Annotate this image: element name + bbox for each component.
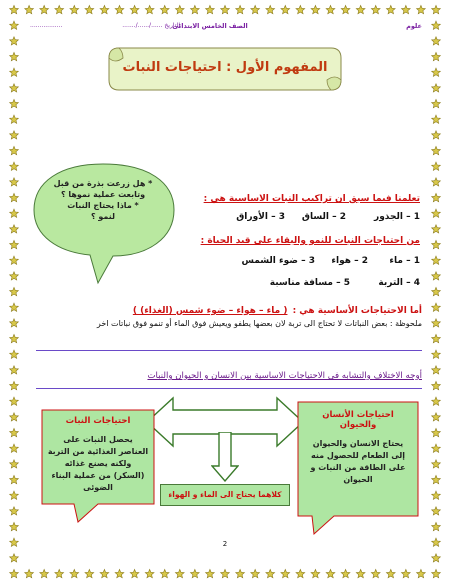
border-star [10,193,19,201]
border-star [10,162,19,170]
border-star [10,115,19,123]
border-star [10,428,19,436]
human-box-line-1: يحتاج الانسان والحيوان [312,439,404,448]
basic-needs-value: ( ماء – هواء – ضوء شمس (الغذاء) ) [132,306,288,316]
border-star [100,569,109,577]
header-grade: الصف الخامس الابتدائى [172,22,248,30]
border-star [386,5,395,13]
border-star [432,240,441,248]
border-star [432,460,441,468]
border-star [432,287,441,295]
border-star [160,569,169,577]
border-star [432,507,441,515]
both-needs-text: كلاهما يحتاج الى الماء و الهواء [168,490,282,499]
border-star [10,256,19,264]
border-star [25,5,34,13]
border-star [100,5,109,13]
border-star [432,52,441,60]
border-star [432,366,441,374]
plant-box-line-3: ولكنه يصنع غذائه [64,459,132,468]
border-star [296,569,305,577]
border-star [10,99,19,107]
border-star [432,193,441,201]
border-star [326,5,335,13]
human-box-line-2: إلى الطعام للحصول منه [310,451,406,460]
border-star [432,428,441,436]
border-star [432,5,441,13]
section-heading: أوجه الاختلاف والتشابه فى الاحتياجات الاساسية بين الانسان و الحيوان والنبات [147,371,422,381]
border-star [432,146,441,154]
plant-box [42,416,154,494]
border-star [10,272,19,280]
border-star [432,413,441,421]
plant-box-line-5: الضوئى [83,483,113,492]
border-star [432,475,441,483]
header-date: التاريخ ....../....../....... [122,22,180,29]
border-star [432,334,441,342]
border-star [10,397,19,405]
border-star [281,569,290,577]
border-star [432,538,441,546]
structure-item-leaves: 3 – الأوراق [236,212,285,222]
border-star [266,5,275,13]
structure-item-stem: 2 – الساق [301,212,346,222]
border-star [432,381,441,389]
border-star [10,21,19,29]
border-star [10,68,19,76]
need-item-sunlight: 3 – ضوء الشمس [241,256,315,266]
border-star [10,507,19,515]
border-star [130,569,139,577]
border-star [432,256,441,264]
border-star [432,131,441,139]
separator-top [36,350,422,351]
border-star [432,84,441,92]
border-star [10,538,19,546]
human-box-line-3: على الطاقة من النبات و [310,463,406,472]
border-star [10,209,19,217]
border-star [130,5,139,13]
need-item-water: 1 – ماء [389,256,420,266]
structure-item-roots: 1 – الجذور [374,212,420,222]
border-star [386,569,395,577]
note-text: ملحوظة : بعض النباتات لا تحتاج الى تربة لان بعضها يطفو ويعيش فوق الماء أو تنمو فوق نباتات اخر [96,319,422,328]
border-star [160,5,169,13]
border-star [10,52,19,60]
border-star [10,240,19,248]
border-star [432,397,441,405]
border-star [417,5,426,13]
border-star [10,287,19,295]
border-star [236,5,245,13]
border-star [10,225,19,233]
border-star [432,569,441,577]
border-star [85,5,94,13]
question-line-3: * ماذا يحتاج النبات [67,201,139,210]
border-star [85,569,94,577]
border-star [10,554,19,562]
plant-box-line-1: يحصل النبات على [63,435,133,444]
border-star [296,5,305,13]
border-star [356,5,365,13]
plant-box-line-2: العناصر الغذائية من التربة [47,447,149,456]
border-star [10,366,19,374]
border-star [10,413,19,421]
border-star [206,569,215,577]
border-star [236,569,245,577]
border-star [10,350,19,358]
border-star [10,84,19,92]
border-star [115,5,124,13]
human-box-title-1: احتياجات الأنسان [322,410,394,420]
border-star [251,569,260,577]
border-star [221,5,230,13]
human-box-title-2: والحيوان [339,420,377,430]
need-item-soil: 4 – التربة [378,278,420,288]
border-star [432,350,441,358]
structure-heading: تعلمنا فيما سبق ان تراكيب النبات الاساسية هي : [203,194,420,204]
border-star [10,569,19,577]
border-star [145,5,154,13]
border-star [432,162,441,170]
border-star [432,225,441,233]
border-star [371,5,380,13]
question-line-4: لنمو ؟ [90,212,116,221]
border-star [432,209,441,217]
question-bubble-text [44,178,162,222]
border-star [10,475,19,483]
border-star [311,569,320,577]
border-star [432,37,441,45]
border-star [10,5,19,13]
banner-title: المفهوم الأول : احتياجات النبات [122,60,328,75]
border-star [10,444,19,452]
border-star [10,37,19,45]
header-subject: علوم [406,22,422,30]
border-star [432,99,441,107]
border-star [341,569,350,577]
basic-needs-line [50,298,422,317]
border-star [206,5,215,13]
border-star [311,5,320,13]
need-item-spacing: 5 – مسافة مناسبة [269,278,350,288]
question-line-2: وتابعت عملية نموها ؟ [60,190,146,199]
border-star [10,178,19,186]
separator-bottom [36,388,422,389]
border-star [10,131,19,139]
human-box [298,410,418,486]
border-star [432,68,441,76]
border-star [40,569,49,577]
border-star [55,569,64,577]
border-star [432,272,441,280]
border-star [55,5,64,13]
border-star [341,5,350,13]
border-star [417,569,426,577]
border-star [10,303,19,311]
border-star [10,319,19,327]
both-needs-box [160,484,290,506]
border-star [10,334,19,342]
border-star [70,5,79,13]
border-star [175,569,184,577]
border-star [432,319,441,327]
border-star [221,569,230,577]
header-left-dots: ................. [30,22,63,29]
border-star [432,522,441,530]
human-box-line-4: الحيوان [343,475,373,484]
down-arrow [211,432,239,482]
basic-needs-label: أما الاحتياجات الأساسية هي : [292,306,422,316]
question-line-1: * هل زرعت بذرة من قبل [53,179,153,188]
page-number: 2 [222,540,228,548]
plant-box-title: احتياجات النبات [65,416,131,426]
border-star [266,569,275,577]
border-star [401,569,410,577]
border-star [190,569,199,577]
border-star [115,569,124,577]
border-star [175,5,184,13]
border-star [326,569,335,577]
border-star [190,5,199,13]
border-star [356,569,365,577]
needs-heading: من احتياجات النبات للنمو والبقاء على قيد الحياة : [200,236,420,246]
border-star [10,381,19,389]
border-star [10,522,19,530]
border-star [10,460,19,468]
border-star [25,569,34,577]
border-star [432,178,441,186]
border-star [432,303,441,311]
border-star [432,444,441,452]
border-star [432,115,441,123]
border-star [40,5,49,13]
border-star [251,5,260,13]
border-star [432,554,441,562]
border-star [371,569,380,577]
border-star [281,5,290,13]
border-star [432,491,441,499]
border-star [10,491,19,499]
need-item-air: 2 – هواء [331,256,368,266]
plant-box-line-4: (السكر) من عملية البناء [51,471,145,480]
border-star [432,21,441,29]
border-star [70,569,79,577]
border-star [401,5,410,13]
border-star [145,569,154,577]
border-star [10,146,19,154]
